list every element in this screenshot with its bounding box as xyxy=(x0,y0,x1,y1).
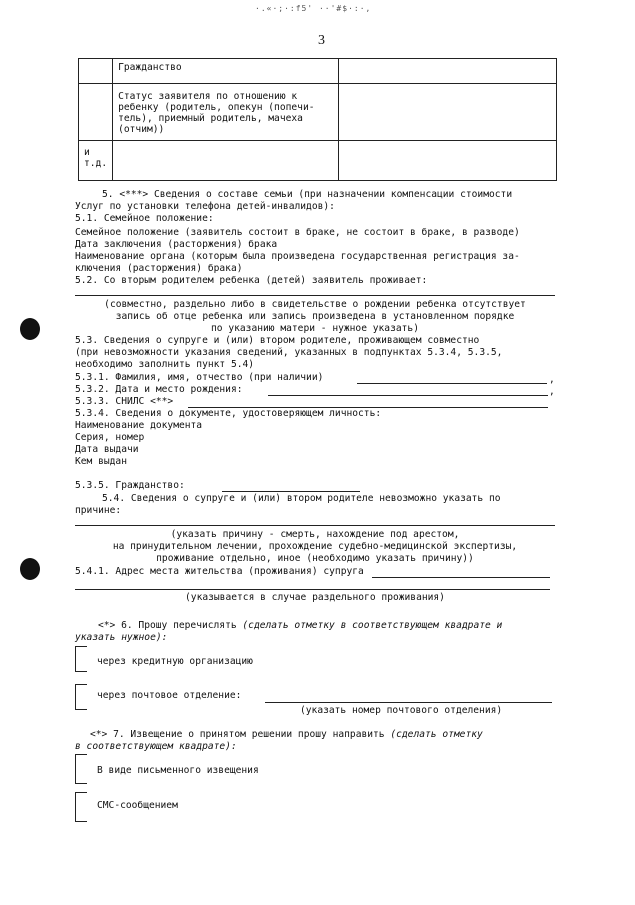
section53-note-2: необходимо заполнить пункт 5.4) xyxy=(75,359,255,370)
etc-cell: и т.д. xyxy=(79,141,113,181)
post-office-checkbox[interactable] xyxy=(75,684,87,710)
authority-line: Наименование органа (которым была произведена государственная регистрация за- xyxy=(75,251,520,262)
citizenship-label: Гражданство xyxy=(113,59,339,84)
doc-date-label: Дата выдачи xyxy=(75,444,139,455)
marital-status-line: Семейное положение (заявитель состоит в браке, не состоит в браке, в разводе) xyxy=(75,227,520,238)
spouse-address-input-line-2[interactable] xyxy=(75,589,550,590)
spouse-address-input-line[interactable] xyxy=(372,577,550,578)
table-row xyxy=(79,141,557,181)
table-row xyxy=(79,59,557,84)
full-name-label: 5.3.1. Фамилия, имя, отчество (при наличии) xyxy=(75,372,324,383)
section6-title-cont: указать нужное): xyxy=(75,632,168,643)
reason-caption: (указать причину - смерть, нахождение под арестом, xyxy=(170,529,460,540)
reason-caption-2: на принудительном лечении, прохождение судебно-медицинской экспертизы, xyxy=(112,541,518,552)
spouse-address-caption: (указывается в случае раздельного проживания) xyxy=(185,592,445,603)
cohabitation-caption-2: запись об отце ребенка или запись произведена в установленном порядке xyxy=(115,311,515,322)
spouse-address-label: 5.4.1. Адрес места жительства (проживания) супруга xyxy=(75,566,364,577)
cohabitation-caption-3: по указанию матери - нужное указать) xyxy=(211,323,419,334)
status-value[interactable] xyxy=(339,84,557,141)
status-label: Статус заявителя по отношению к ребенку (родитель, опекун (попечи- тель), приемный родитель, мачеха (отчим)) xyxy=(113,84,339,141)
section54-title: 5.4. Сведения о супруге и (или) втором родителе невозможно указать по xyxy=(102,493,501,504)
birth-date-place-label: 5.3.2. Дата и место рождения: xyxy=(75,384,243,395)
applicant-table xyxy=(78,58,557,181)
cohabitation-caption: (совместно, раздельно либо в свидетельстве о рождении ребенка отсутствует xyxy=(104,299,526,310)
section54-title-cont: причине: xyxy=(75,505,122,516)
section53-note: (при невозможности указания сведений, указанных в подпунктах 5.3.4, 5.3.5, xyxy=(75,347,503,358)
document-page: ·.«·;·:f5' ··'#$·:·, 3 Гражданство Статус заявителя по отношению к ребенку (родитель, опекун (попечи- тель), приемный родитель, мачеха (отчим)) и т.д. 5. <***> Сведения о составе семьи (при назначении компенсации стоимости Услуг по установки телефона детей-инвалидов): 5.1. Семейное положение: Семейное положение (заявитель состоит в браке, не состоит в браке, в разводе) Дата заключения (расторжения) брака Наименование органа (которым была произведена государственная регистрация за- ключения (расторжения) брака) 5.2. Со вторым родителем ребенка (детей) заявитель проживает: (совместно, раздельно либо в свидетельстве о рождении ребенка отсутствует запись об отце ребенка или запись произведена в установленном порядке по указанию матери - нужное указать) 5.3. Сведения о супруге и (или) втором родителе, проживающем совместно (при невозможности указания сведений, указанных в подпунктах 5.3.4, 5.3.5, необходимо заполнить пункт 5.4) 5.3.1. Фамилия, имя, отчество (при наличии) , 5.3.2. Дата и место рождения: , 5.3.3. СНИЛС <**> 5.3.4. Сведения о документе, удостоверяющем личность: Наименование документа Серия, номер Дата выдачи Кем выдан 5.3.5. Гражданство: 5.4. Сведения о супруге и (или) втором родителе невозможно указать по причине: (указать причину - смерть, нахождение под арестом, на принудительном лечении, прохождение судебно-медицинской экспертизы, проживание отдельно, иное (необходимо указать причину)) 5.4.1. Адрес места жительства (проживания) супруга (указывается в случае раздельного проживания) <*> 6. Прошу перечислять (сделать отметку в соответствующем квадрате и указать нужное): через кредитную организацию через почтовое отделение: (указать номер почтового отделения) <*> 7. Извещение о принятом решении прошу направить (сделать отметку в соответствующем квадрате): В виде письменного извещения СМС-сообщением xyxy=(0,0,635,905)
section5-heading-cont: Услуг по установки телефона детей-инвалидов): xyxy=(75,201,335,212)
section7-title: <*> 7. Извещение о принятом решении прошу направить (сделать отметку xyxy=(90,729,483,740)
section5-heading: 5. <***> Сведения о составе семьи (при назначении компенсации стоимости xyxy=(102,189,513,200)
full-name-input-line[interactable] xyxy=(357,383,547,384)
letter-notice-checkbox[interactable] xyxy=(75,754,87,784)
cohabitation-input-line[interactable] xyxy=(75,295,555,296)
reason-input-line[interactable] xyxy=(75,525,555,526)
authority-line-cont: ключения (расторжения) брака) xyxy=(75,263,243,274)
marriage-date-line: Дата заключения (расторжения) брака xyxy=(75,239,278,250)
post-office-caption: (указать номер почтового отделения) xyxy=(300,705,503,716)
post-office-label: через почтовое отделение: xyxy=(97,690,242,701)
section52-title: 5.2. Со вторым родителем ребенка (детей) заявитель проживает: xyxy=(75,275,428,286)
sms-notice-label: СМС-сообщением xyxy=(97,800,178,811)
citizenship-535-label: 5.3.5. Гражданство: xyxy=(75,480,185,491)
scan-artifact: ·.«·;·:f5' ··'#$·:·, xyxy=(255,4,372,13)
credit-org-label: через кредитную организацию xyxy=(97,656,253,667)
page-number: 3 xyxy=(318,33,325,48)
id-document-title: 5.3.4. Сведения о документе, удостоверяющем личность: xyxy=(75,408,382,419)
snils-label: 5.3.3. СНИЛС <**> xyxy=(75,396,174,407)
doc-issuer-label: Кем выдан xyxy=(75,456,127,467)
letter-notice-label: В виде письменного извещения xyxy=(97,765,259,776)
punch-hole-mark xyxy=(20,318,40,340)
birth-date-place-input-line[interactable] xyxy=(268,395,548,396)
citizenship-535-input-line[interactable] xyxy=(222,491,360,492)
section53-title: 5.3. Сведения о супруге и (или) втором родителе, проживающем совместно xyxy=(75,335,480,346)
post-office-input-line[interactable] xyxy=(265,702,552,703)
sms-notice-checkbox[interactable] xyxy=(75,792,87,822)
credit-org-checkbox[interactable] xyxy=(75,646,87,672)
section7-title-cont: в соответствующем квадрате): xyxy=(75,741,237,752)
reason-caption-3: проживание отдельно, иное (необходимо указать причину)) xyxy=(156,553,474,564)
section6-title: <*> 6. Прошу перечислять (сделать отметку в соответствующем квадрате и xyxy=(98,620,503,631)
citizenship-value[interactable] xyxy=(339,59,557,84)
doc-series-label: Серия, номер xyxy=(75,432,145,443)
section51-title: 5.1. Семейное положение: xyxy=(75,213,214,224)
doc-name-label: Наименование документа xyxy=(75,420,203,431)
table-row xyxy=(79,84,557,141)
punch-hole-mark xyxy=(20,558,40,580)
